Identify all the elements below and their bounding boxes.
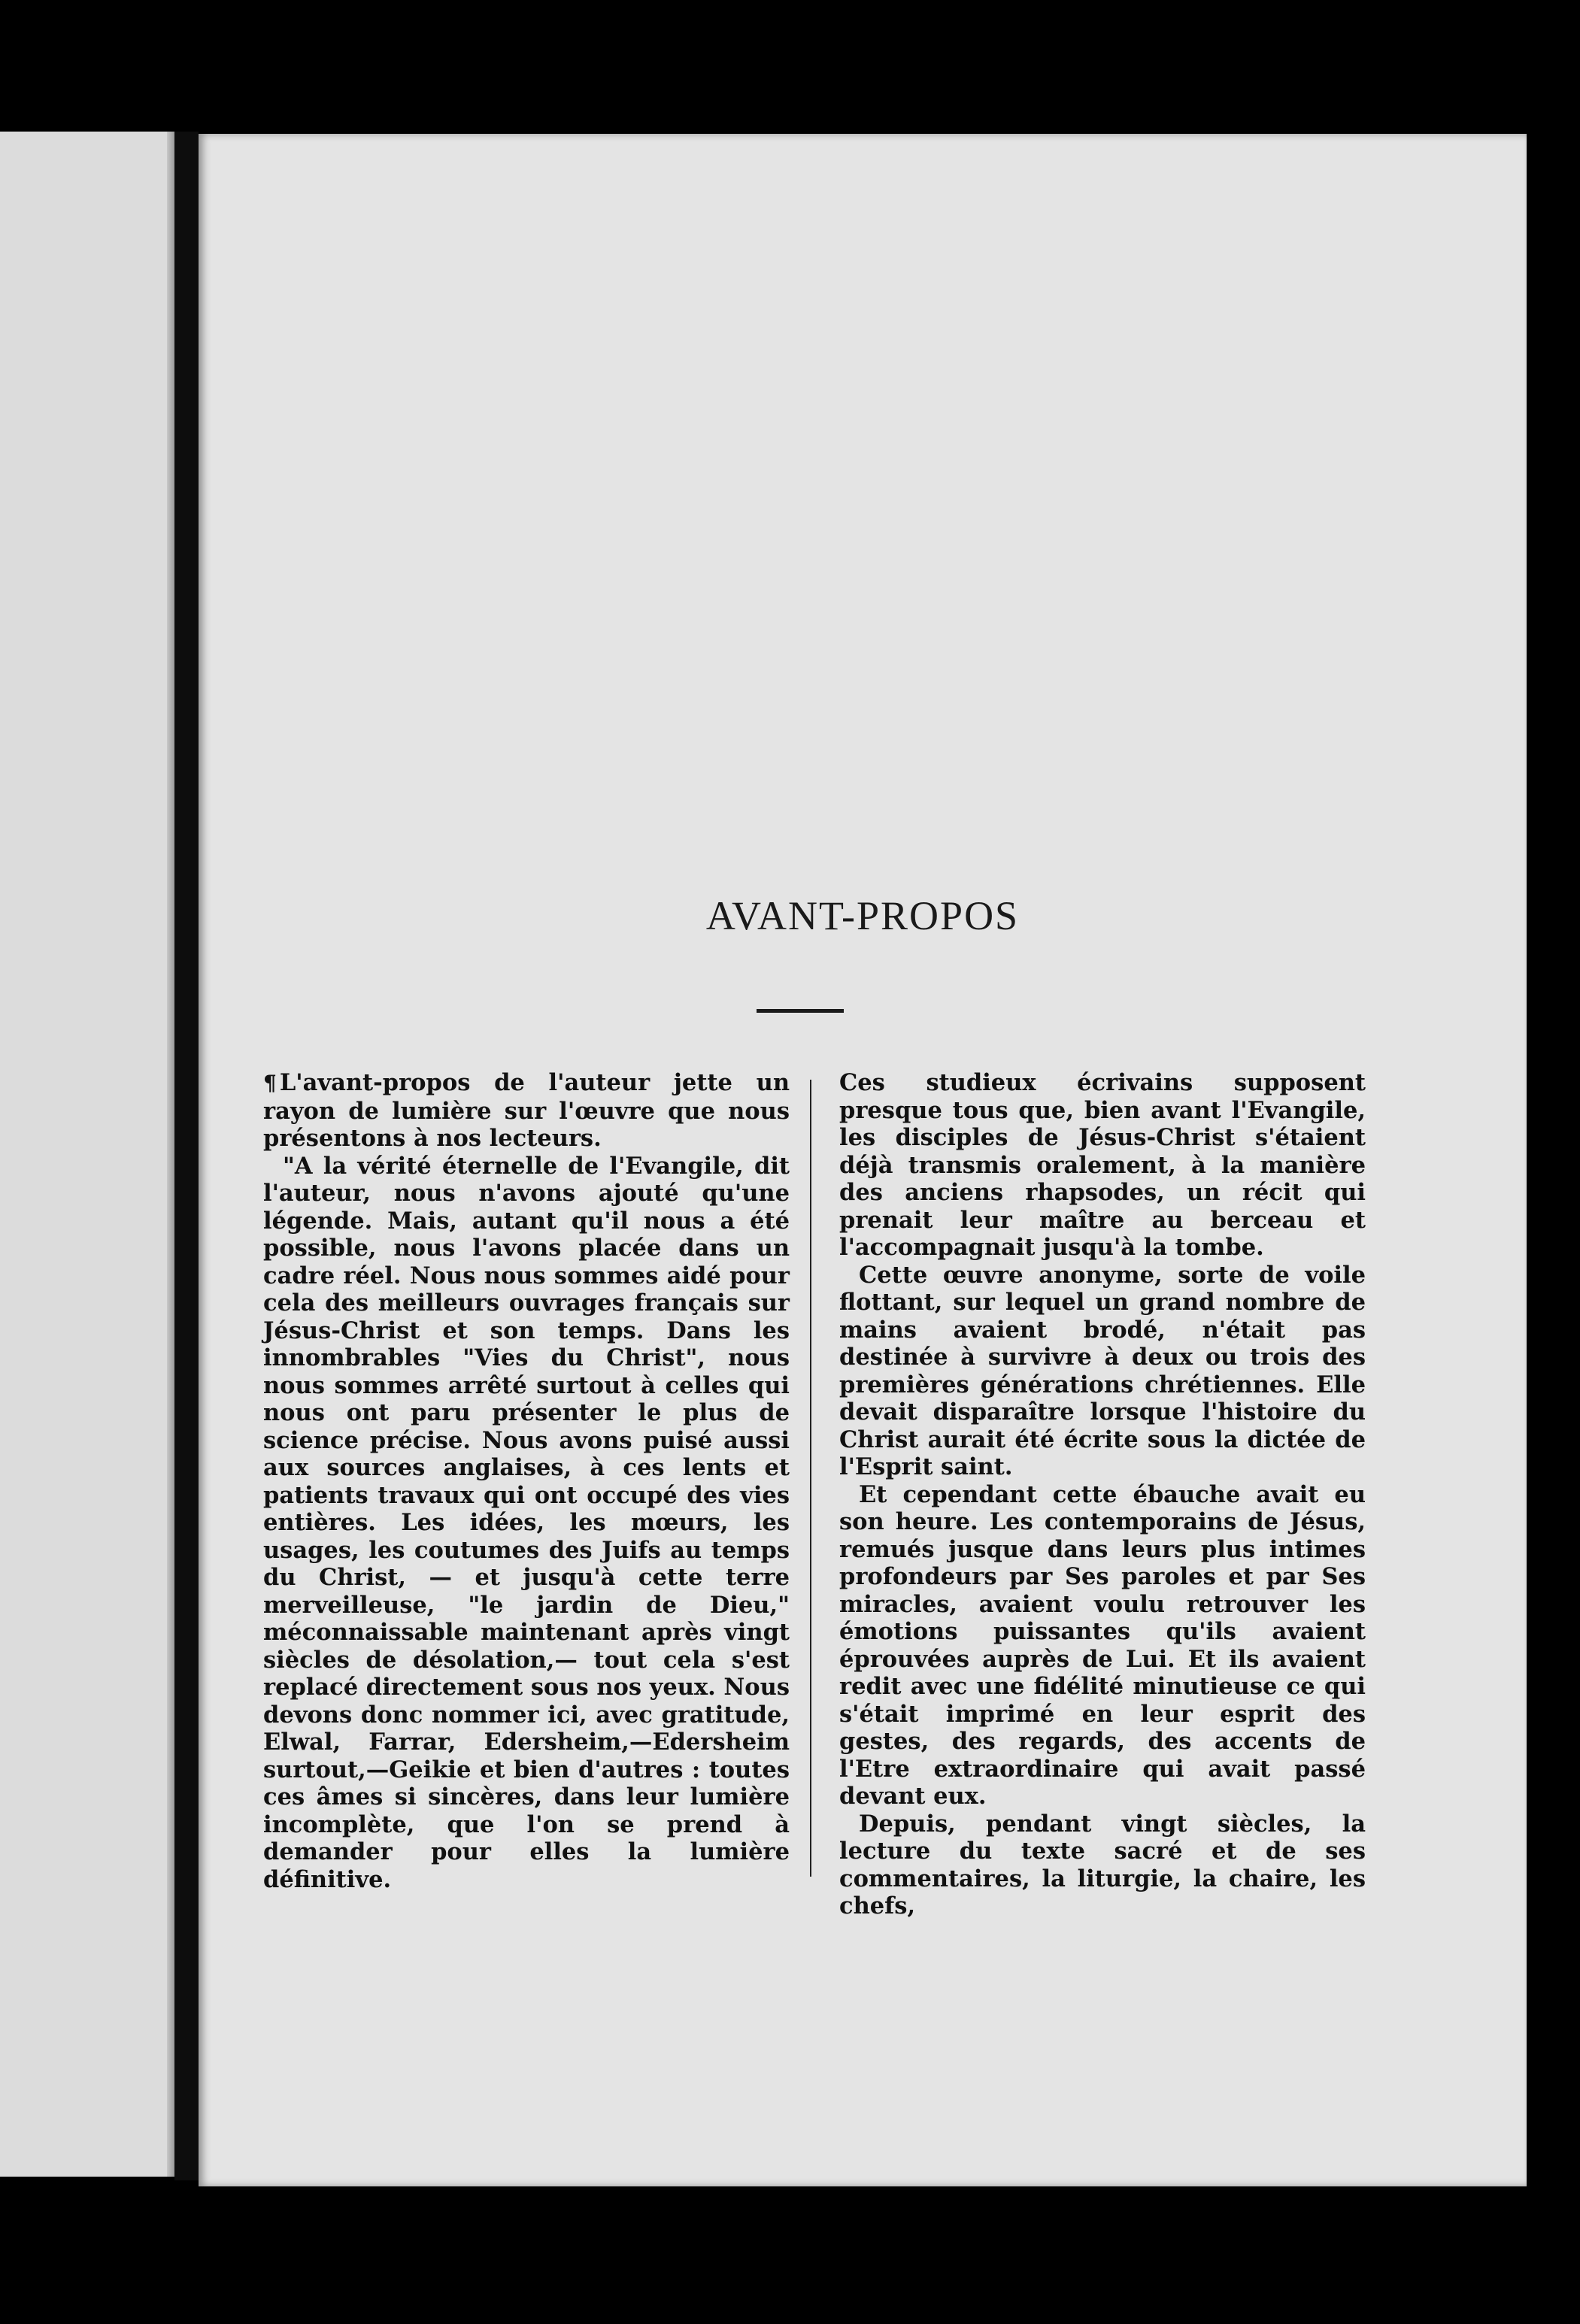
paragraph: "A la vérité éternelle de l'Evangile, dit l'auteur, nous n'avons ajouté qu'une légende. Mais, autant qu'il nous a été possible, nous l'avons placée dans un cadre réel. Nous nous sommes aidé pour cela des meilleurs ouvrages français sur Jésus-Christ et son temps. Dans les innombrables "Vies du Christ", nous nous sommes arrêté surtout à celles qui nous ont paru présenter le plus de science précise. Nous avons puisé aussi aux sources anglaises, à ces lents et patients travaux qui ont occupé des vies entières. Les idées, les mœurs, les usages, les coutumes des Juifs au temps du Christ, — et jusqu'à cette terre merveilleuse, "le jardin de Dieu," méconnaissable maintenant après vingt siècles de désolation,— tout cela s'est replacé directement sous nos yeux. Nous devons donc nommer ici, avec gratitude, Elwal, Farrar, Edersheim,—Edersheim surtout,—Geikie et bien d'autres : toutes ces âmes si sincères, dans leur lumière incomplète, que l'on se prend à demander pour elles la lumière définitive. [263,1152,790,1893]
paragraph [263,1069,790,1153]
paragraph: Cette œuvre anonyme, sorte de voile flottant, sur lequel un grand nombre de mains avaient brodé, n'était pas destinée à survivre à deux ou trois des premières générations chrétiennes. Elle devait disparaître lorsque l'histoire du Christ aurait été écrite sous la dictée de l'Esprit saint. [839,1261,1366,1480]
facing-page-fragment [0,132,174,2177]
paragraph: Ces studieux écrivains supposent presque tous que, bien avant l'Evangile, les disciples de Jésus-Christ s'étaient déjà transmis oralement, à la manière des anciens rhapsodes, un récit qui prenait leur maître au berceau et l'accompagnait jusqu'à la tombe. [839,1069,1366,1261]
paragraph: Et cependant cette ébauche avait eu son heure. Les contemporains de Jésus, remués jusque dans leurs plus intimes profondeurs par Ses paroles et par Ses miracles, avaient voulu retrouver les émotions puissantes qu'ils avaient éprouvées auprès de Lui. Et ils avaient redit avec une fidélité minutieuse ce qui s'était imprimé en leur esprit des gestes, des regards, des accents de l'Etre extraordinaire qui avait passé devant eux. [839,1480,1366,1810]
paragraph-mark-icon: ¶ [263,1071,277,1095]
paragraph: Depuis, pendant vingt siècles, la lecture du texte sacré et de ses commentaires, la liturgie, la chaire, les chefs, [839,1810,1366,1919]
page-title: AVANT-PROPOS [705,893,1020,938]
title-rule [757,1009,844,1013]
right-column [839,1069,1366,1920]
book-gutter [174,132,199,2180]
paragraph-text: L'avant-propos de l'auteur jette un rayon de lumière sur l'œuvre que nous présentons à nos lecteurs. [263,1069,790,1152]
book-page [199,134,1527,2186]
column-divider [810,1080,811,1877]
left-column [263,1069,790,1893]
